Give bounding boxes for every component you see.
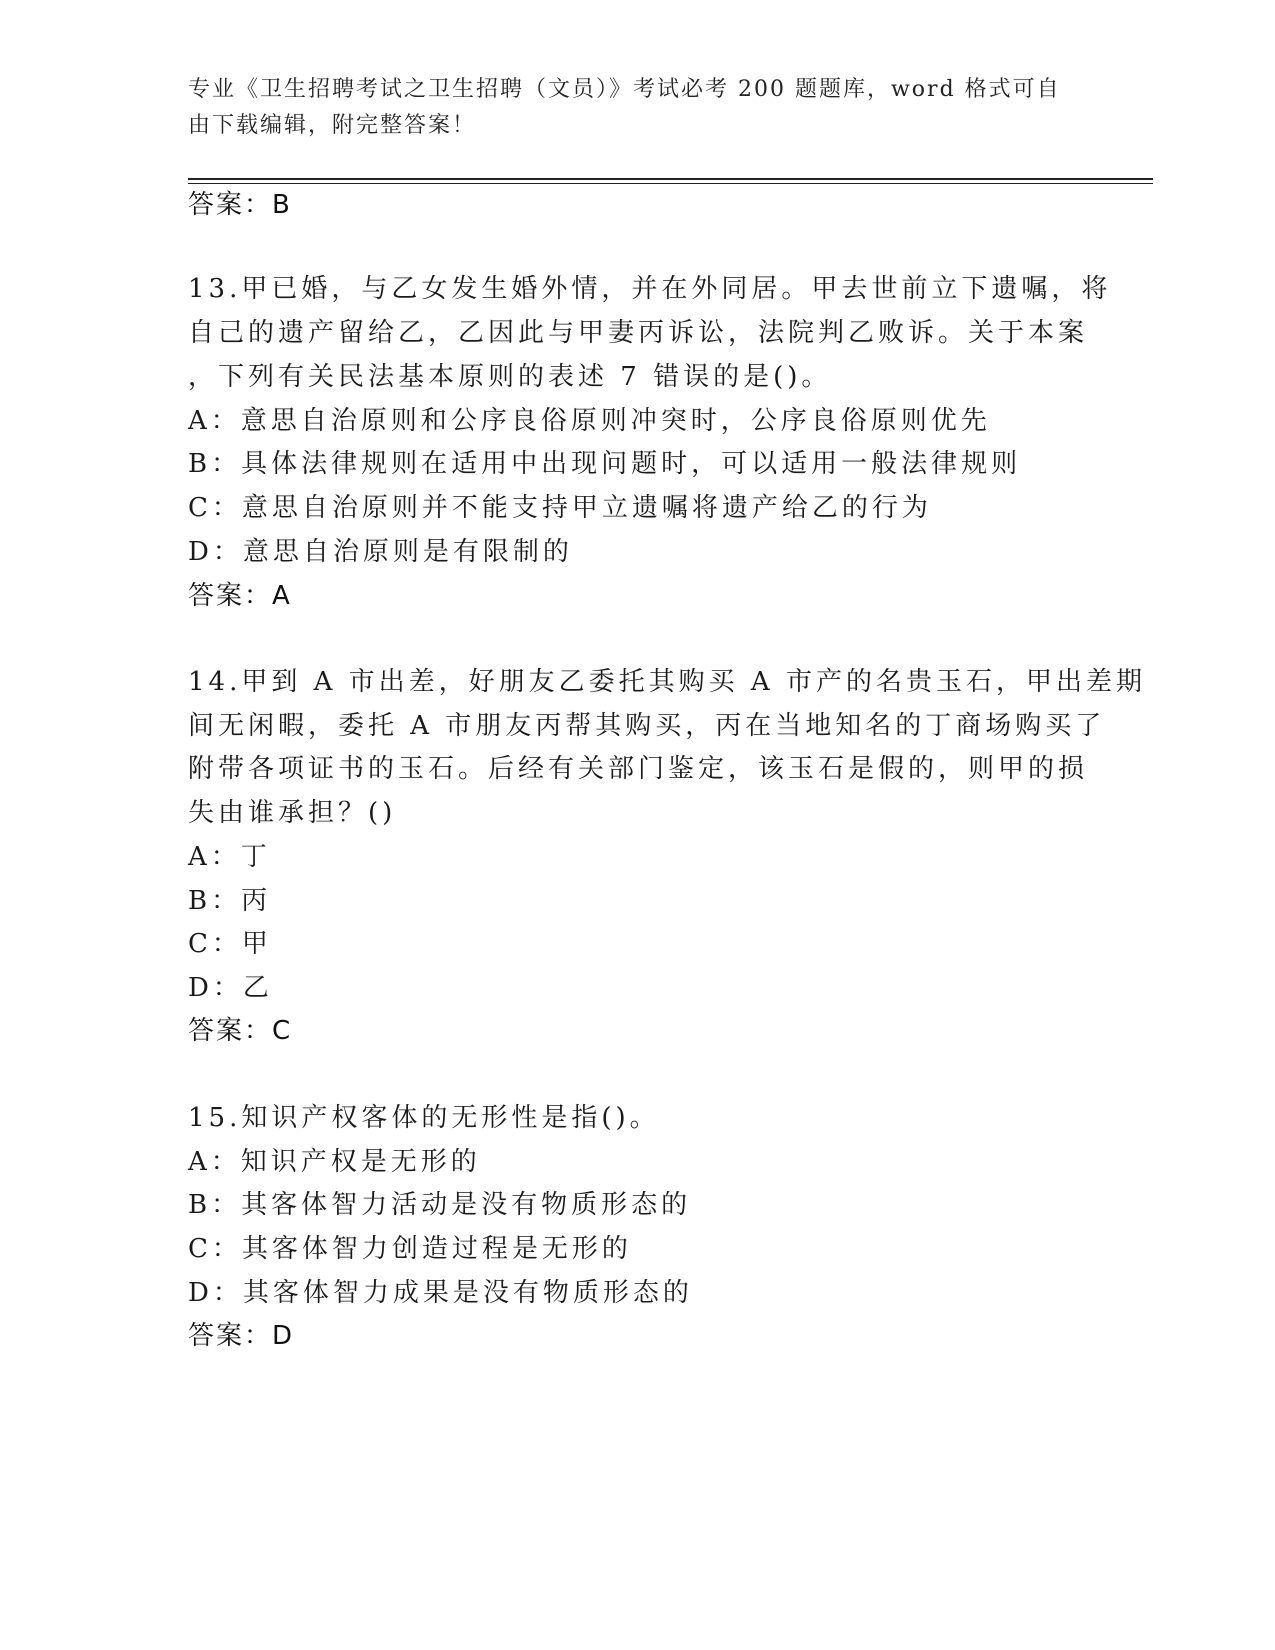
q13-text-line-1: 13.甲已婚，与乙女发生婚外情，并在外同居。甲去世前立下遗嘱，将	[188, 274, 1112, 304]
header-rule-thin	[188, 183, 1153, 184]
q15-option-c: C：其客体智力创造过程是无形的	[188, 1234, 632, 1264]
q14-text-line-1: 14.甲到 A 市出差，好朋友乙委托其购买 A 市产的名贵玉石，甲出差期	[188, 667, 1146, 697]
q13-option-b: B：具体法律规则在适用中出现问题时，可以适用一般法律规则	[188, 449, 1022, 479]
q14-option-a: A：丁	[188, 842, 271, 872]
header-rule-thick	[188, 178, 1153, 180]
q14-option-d: D：乙	[188, 973, 273, 1003]
q15-option-d: D：其客体智力成果是没有物质形态的	[188, 1278, 693, 1308]
q14-text-line-2: 间无闲暇，委托 A 市朋友丙帮其购买，丙在当地知名的丁商场购买了	[188, 711, 1106, 741]
q15-text-line-1: 15.知识产权客体的无形性是指()。	[188, 1103, 660, 1133]
header-line-2: 由下载编辑，附完整答案！	[188, 113, 477, 138]
previous-answer: 答案：B	[188, 190, 292, 220]
q14-option-b: B：丙	[188, 886, 272, 916]
q14-text-line-3: 附带各项证书的玉石。后经有关部门鉴定，该玉石是假的，则甲的损	[188, 754, 1089, 784]
q14-answer: 答案：C	[188, 1016, 293, 1046]
q13-option-a: A：意思自治原则和公序良俗原则冲突时，公序良俗原则优先	[188, 406, 991, 436]
q14-option-c: C：甲	[188, 929, 272, 959]
document-header	[188, 72, 1068, 144]
q13-option-d: D：意思自治原则是有限制的	[188, 537, 573, 567]
q15-option-b: B：其客体智力活动是没有物质形态的	[188, 1190, 692, 1220]
q13-option-c: C：意思自治原则并不能支持甲立遗嘱将遗产给乙的行为	[188, 493, 932, 523]
header-line-1: 专业《卫生招聘考试之卫生招聘（文员）》考试必考 200 题题库，word 格式可自	[188, 77, 1061, 102]
q13-text-line-3: ，下列有关民法基本原则的表述 7 错误的是()。	[188, 362, 832, 392]
q15-answer: 答案：D	[188, 1321, 295, 1351]
q15-option-a: A：知识产权是无形的	[188, 1147, 481, 1177]
q13-answer: 答案：A	[188, 581, 292, 611]
q14-text-line-4: 失由谁承担？()	[188, 798, 397, 828]
q13-text-line-2: 自己的遗产留给乙，乙因此与甲妻丙诉讼，法院判乙败诉。关于本案	[188, 318, 1089, 348]
